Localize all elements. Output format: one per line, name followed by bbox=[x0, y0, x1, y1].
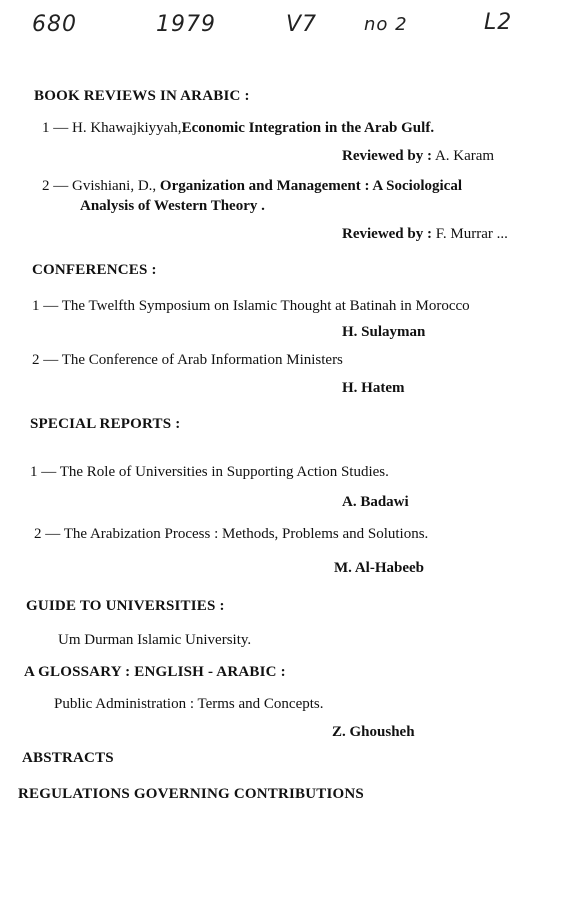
item-number: 1 — bbox=[42, 120, 69, 136]
item-author: Gvishiani, D., bbox=[72, 178, 157, 194]
glossary-author: Z. Ghousheh bbox=[332, 724, 415, 740]
item-text: The Role of Universities in Supporting Action Studies. bbox=[59, 464, 389, 480]
conference-2-author: H. Hatem bbox=[342, 380, 405, 396]
special-report-2-author: M. Al-Habeeb bbox=[334, 560, 424, 576]
item-text: The Arabization Process : Methods, Problems and Solutions. bbox=[63, 526, 429, 542]
item-text: The Twelfth Symposium on Islamic Thought at Batinah in Morocco bbox=[61, 298, 470, 314]
item-title-cont: Analysis of Western Theory . bbox=[80, 198, 265, 214]
reviewer-name: A. Karam bbox=[434, 148, 495, 164]
special-report-1-author: A. Badawi bbox=[342, 494, 409, 510]
item-author: H. Khawajkiyyah, bbox=[72, 120, 182, 136]
item-title: Organization and Management : A Sociological bbox=[159, 178, 463, 194]
guide-text: Um Durman Islamic University. bbox=[58, 632, 252, 648]
guide-heading: GUIDE TO UNIVERSITIES : bbox=[26, 598, 225, 614]
book-review-1-reviewer bbox=[342, 148, 494, 165]
glossary-heading: A GLOSSARY : ENGLISH - ARABIC : bbox=[24, 664, 286, 680]
reviewed-by-label: Reviewed by : bbox=[342, 148, 432, 164]
special-reports-heading: SPECIAL REPORTS : bbox=[30, 416, 181, 432]
item-number: 1 — bbox=[30, 464, 57, 480]
book-review-item-2-cont bbox=[80, 198, 265, 215]
item-number: 2 — bbox=[42, 178, 69, 194]
glossary-text: Public Administration : Terms and Concepts. bbox=[54, 696, 324, 712]
reviewer-name: F. Murrar ... bbox=[435, 226, 508, 242]
handwritten-issue: no 2 bbox=[364, 14, 408, 35]
conferences-heading: CONFERENCES : bbox=[32, 262, 157, 278]
book-review-2-reviewer bbox=[342, 226, 508, 243]
handwritten-call-number: 680 bbox=[32, 12, 77, 37]
item-number: 1 — bbox=[32, 298, 59, 314]
special-report-item-2 bbox=[34, 526, 428, 543]
book-reviews-heading: BOOK REVIEWS IN ARABIC : bbox=[34, 88, 250, 104]
conference-item-1 bbox=[32, 298, 470, 315]
handwritten-volume: V7 bbox=[286, 12, 318, 37]
conference-1-author: H. Sulayman bbox=[342, 324, 426, 340]
handwritten-year: 1979 bbox=[156, 12, 216, 37]
conference-item-2 bbox=[32, 352, 343, 369]
book-review-item-2 bbox=[42, 178, 462, 195]
item-number: 2 — bbox=[34, 526, 61, 542]
abstracts-heading: ABSTRACTS bbox=[22, 750, 114, 766]
item-text: The Conference of Arab Information Ministers bbox=[61, 352, 343, 368]
regulations-heading: REGULATIONS GOVERNING CONTRIBUTIONS bbox=[18, 786, 364, 802]
handwritten-initials: L2 bbox=[484, 10, 513, 35]
item-number: 2 — bbox=[32, 352, 59, 368]
book-review-item-1 bbox=[42, 120, 434, 137]
reviewed-by-label: Reviewed by : bbox=[342, 226, 432, 242]
special-report-item-1 bbox=[30, 464, 389, 481]
item-title: Economic Integration in the Arab Gulf. bbox=[181, 120, 435, 136]
